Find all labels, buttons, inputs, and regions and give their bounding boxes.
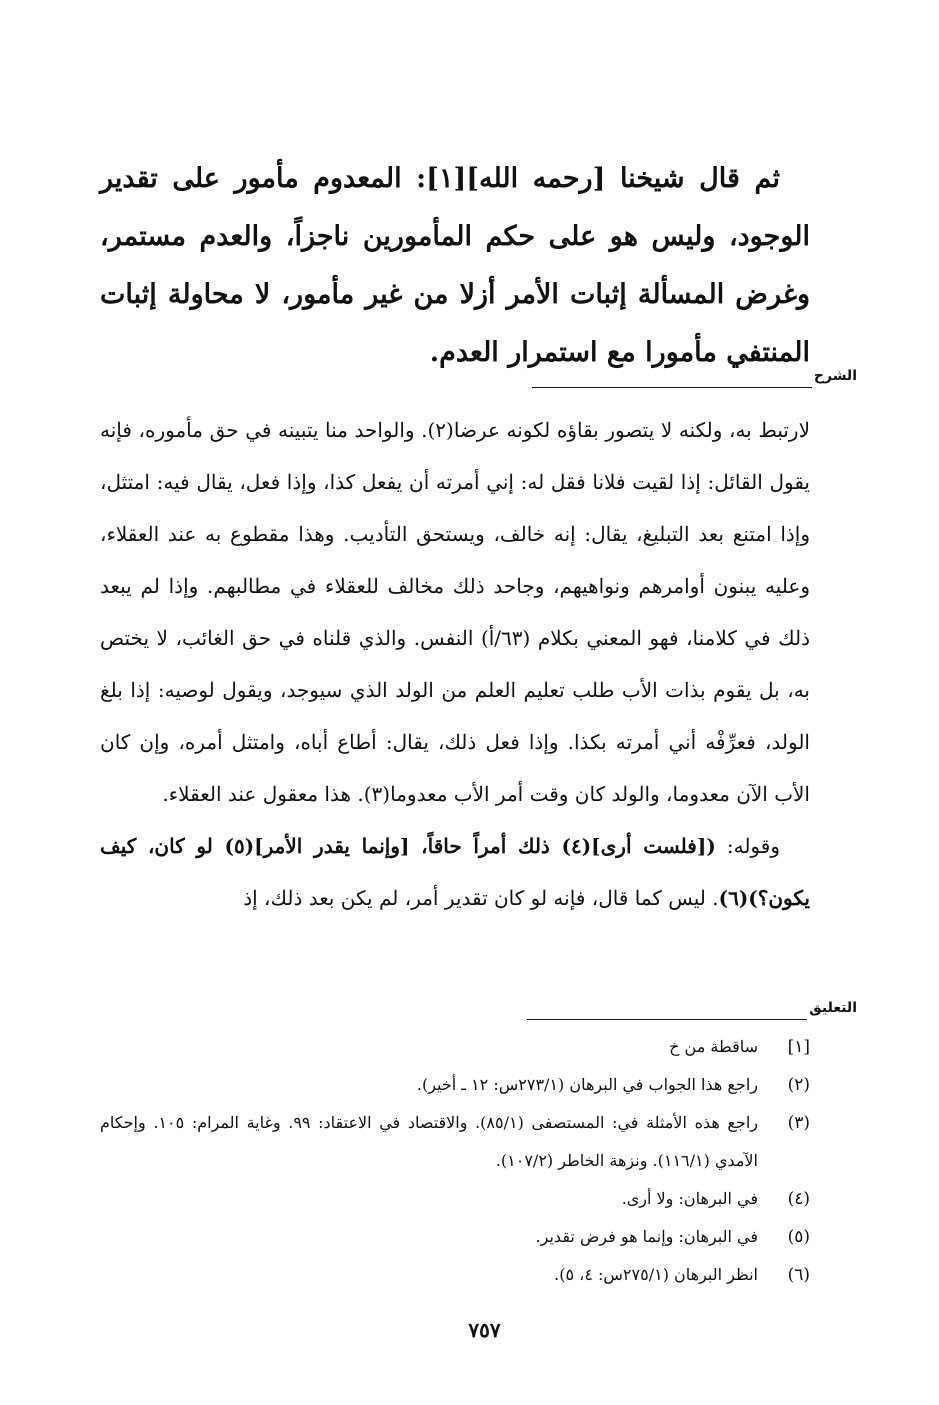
- footnote: [100, 1256, 810, 1294]
- sharh-rule: [532, 387, 812, 388]
- footnotes: [100, 1028, 810, 1294]
- matn-block: [100, 150, 810, 382]
- footnote-text: راجع هذه الأمثلة في: المستصفى (٨٥/١). والاقتصاد في الاعتقاد: ٩٩. وغاية المرام: ١٠٥. وإحكام الآمدي (١١٦/١). ونزهة الخاطر (١٠٧/٢).: [100, 1113, 758, 1170]
- footnote-number: (٢): [787, 1075, 810, 1095]
- footnote: [100, 1028, 810, 1066]
- footnote-number: (٥): [787, 1227, 810, 1247]
- sharh-block: [100, 404, 810, 924]
- sharh-p2-rest: . ليس كما قال، فإنه لو كان تقدير أمر، لم يكن بعد ذلك، إذ: [243, 886, 719, 910]
- footnote: [100, 1180, 810, 1218]
- footnote-text: في البرهان: وإنما هو فرض تقدير.: [535, 1227, 758, 1246]
- footnote-text: راجع هذا الجواب في البرهان (٢٧٣/١س: ١٢ ـ أخير).: [416, 1075, 758, 1094]
- taliq-header: [527, 1000, 857, 1020]
- footnote-text: ساقطة من خ: [669, 1037, 758, 1056]
- footnote-text: في البرهان: ولا أرى.: [621, 1189, 758, 1208]
- footnote-number: (٤): [787, 1189, 810, 1209]
- matn-text: ثم قال شيخنا [رحمه الله][١]: المعدوم مأمور على تقدير الوجود، وليس هو على حكم المأمورين ناجزاً، والعدم مستمر، وغرض المسألة إثبات الأمر أزلا من غير مأمور، لا محاولة إثبات المنتفي مأمورا مع استمرار العدم.: [100, 163, 810, 368]
- footnote: [100, 1104, 810, 1180]
- footnote-number: (٦): [787, 1265, 810, 1285]
- sharh-paragraph-2: [100, 820, 810, 924]
- sharh-p2-quote: ([فلست أرى](٤) ذلك أمراً حاقاً، [وإنما يقدر الأمر](٥) لو كان، كيف يكون؟)(٦): [100, 834, 810, 910]
- footnote-number: [١]: [787, 1037, 810, 1057]
- sharh-p2-lead: وقوله:: [715, 834, 780, 858]
- footnote: [100, 1066, 810, 1104]
- taliq-rule: [527, 1019, 807, 1020]
- taliq-label: التعليق: [809, 1000, 857, 1016]
- sharh-label: الشرح: [813, 368, 857, 384]
- footnote: [100, 1218, 810, 1256]
- footnote-text: انظر البرهان (٢٧٥/١س: ٤، ٥).: [554, 1265, 758, 1284]
- footnote-number: (٣): [787, 1113, 810, 1133]
- sharh-paragraph-1: لارتبط به، ولكنه لا يتصور بقاؤه لكونه عرضا(٢). والواحد منا يتبينه في حق مأموره، فإنه يقول القائل: إذا لقيت فلانا فقل له: إني أمرته أن يفعل كذا، وإذا فعل، يقال فيه: امتثل، وإذا امتنع بعد التبليغ، يقال: إنه خالف، ويستحق التأديب. وهذا مقطوع به عند العقلاء، وعليه يبنون أوامرهم ونواهيهم، وجاحد ذلك مخالف للعقلاء في مطالبهم. وإذا لم يبعد ذلك في كلامنا، فهو المعني بكلام (٦٣/أ) النفس. والذي قلناه في حق الغائب، لا يختص به، بل يقوم بذات الأب طلب تعليم العلم من الولد الذي سيوجد، ويقول لوصيه: إذا بلغ الولد، فعرِّفْه أني أمرته بكذا. وإذا فعل ذلك، يقال: أطاع أباه، وامتثل أمره، وإن كان الأب الآن معدوما، والولد كان وقت أمر الأب معدوما(٣). هذا معقول عند العقلاء.: [100, 418, 810, 806]
- sharh-header: [532, 368, 857, 388]
- page-number: ٧٥٧: [468, 1318, 501, 1342]
